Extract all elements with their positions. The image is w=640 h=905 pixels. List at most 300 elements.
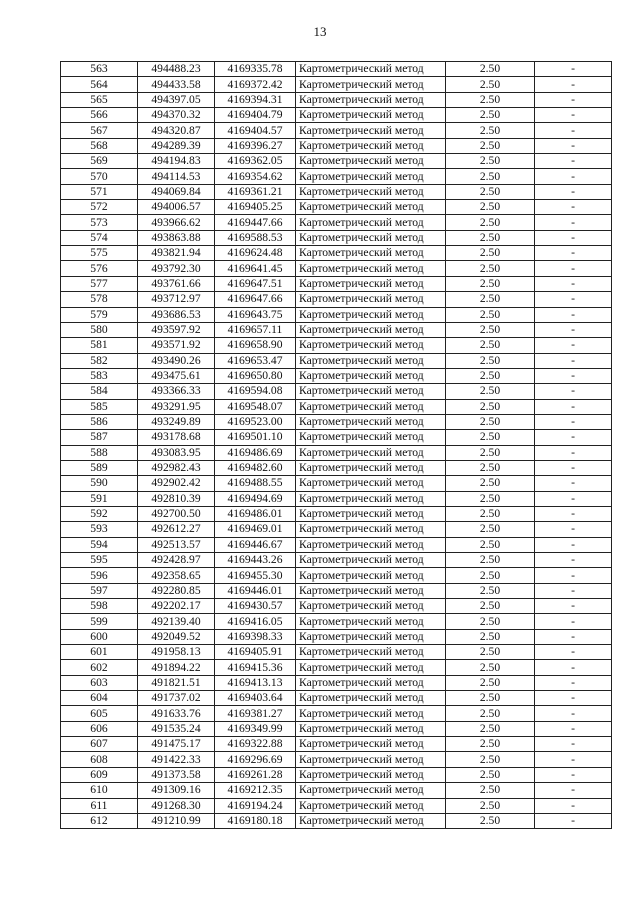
x-coordinate-cell: 494488.23	[138, 62, 215, 77]
note-cell: -	[535, 675, 612, 690]
x-coordinate-cell: 493366.33	[138, 384, 215, 399]
point-number-cell: 568	[61, 138, 138, 153]
y-coordinate-cell: 4169494.69	[215, 491, 296, 506]
point-number-cell: 581	[61, 338, 138, 353]
x-coordinate-cell: 491535.24	[138, 721, 215, 736]
point-number-cell: 598	[61, 599, 138, 614]
y-coordinate-cell: 4169372.42	[215, 77, 296, 92]
method-cell: Картометрический метод	[296, 553, 446, 568]
x-coordinate-cell: 494006.57	[138, 200, 215, 215]
y-coordinate-cell: 4169486.69	[215, 445, 296, 460]
y-coordinate-cell: 4169403.64	[215, 691, 296, 706]
method-cell: Картометрический метод	[296, 307, 446, 322]
accuracy-cell: 2.50	[446, 368, 535, 383]
table-row	[61, 798, 612, 813]
accuracy-cell: 2.50	[446, 92, 535, 107]
point-number-cell: 585	[61, 399, 138, 414]
method-cell: Картометрический метод	[296, 537, 446, 552]
method-cell: Картометрический метод	[296, 184, 446, 199]
note-cell: -	[535, 798, 612, 813]
x-coordinate-cell: 493475.61	[138, 368, 215, 383]
method-cell: Картометрический метод	[296, 368, 446, 383]
accuracy-cell: 2.50	[446, 261, 535, 276]
accuracy-cell: 2.50	[446, 798, 535, 813]
x-coordinate-cell: 491268.30	[138, 798, 215, 813]
note-cell: -	[535, 476, 612, 491]
point-number-cell: 587	[61, 430, 138, 445]
accuracy-cell: 2.50	[446, 246, 535, 261]
method-cell: Картометрический метод	[296, 261, 446, 276]
y-coordinate-cell: 4169523.00	[215, 414, 296, 429]
x-coordinate-cell: 491633.76	[138, 706, 215, 721]
method-cell: Картометрический метод	[296, 599, 446, 614]
point-number-cell: 572	[61, 200, 138, 215]
accuracy-cell: 2.50	[446, 108, 535, 123]
point-number-cell: 604	[61, 691, 138, 706]
point-number-cell: 575	[61, 246, 138, 261]
point-number-cell: 583	[61, 368, 138, 383]
accuracy-cell: 2.50	[446, 645, 535, 660]
y-coordinate-cell: 4169404.57	[215, 123, 296, 138]
note-cell: -	[535, 77, 612, 92]
accuracy-cell: 2.50	[446, 230, 535, 245]
note-cell: -	[535, 200, 612, 215]
x-coordinate-cell: 493821.94	[138, 246, 215, 261]
note-cell: -	[535, 368, 612, 383]
table-row	[61, 721, 612, 736]
note-cell: -	[535, 645, 612, 660]
accuracy-cell: 2.50	[446, 737, 535, 752]
y-coordinate-cell: 4169394.31	[215, 92, 296, 107]
method-cell: Картометрический метод	[296, 522, 446, 537]
note-cell: -	[535, 783, 612, 798]
table-row	[61, 537, 612, 552]
method-cell: Картометрический метод	[296, 200, 446, 215]
y-coordinate-cell: 4169354.62	[215, 169, 296, 184]
accuracy-cell: 2.50	[446, 338, 535, 353]
table-row	[61, 246, 612, 261]
accuracy-cell: 2.50	[446, 353, 535, 368]
table-row	[61, 706, 612, 721]
x-coordinate-cell: 493686.53	[138, 307, 215, 322]
table-row	[61, 399, 612, 414]
method-cell: Картометрический метод	[296, 568, 446, 583]
y-coordinate-cell: 4169349.99	[215, 721, 296, 736]
method-cell: Картометрический метод	[296, 706, 446, 721]
x-coordinate-cell: 492202.17	[138, 599, 215, 614]
y-coordinate-cell: 4169455.30	[215, 568, 296, 583]
accuracy-cell: 2.50	[446, 322, 535, 337]
y-coordinate-cell: 4169430.57	[215, 599, 296, 614]
note-cell: -	[535, 292, 612, 307]
point-number-cell: 580	[61, 322, 138, 337]
method-cell: Картометрический метод	[296, 276, 446, 291]
accuracy-cell: 2.50	[446, 629, 535, 644]
table-row	[61, 813, 612, 828]
table-row	[61, 583, 612, 598]
x-coordinate-cell: 493083.95	[138, 445, 215, 460]
x-coordinate-cell: 493490.26	[138, 353, 215, 368]
accuracy-cell: 2.50	[446, 813, 535, 828]
table-row	[61, 338, 612, 353]
table-row	[61, 445, 612, 460]
point-number-cell: 590	[61, 476, 138, 491]
x-coordinate-cell: 491475.17	[138, 737, 215, 752]
x-coordinate-cell: 493863.88	[138, 230, 215, 245]
point-number-cell: 569	[61, 154, 138, 169]
accuracy-cell: 2.50	[446, 568, 535, 583]
x-coordinate-cell: 493792.30	[138, 261, 215, 276]
point-number-cell: 571	[61, 184, 138, 199]
note-cell: -	[535, 384, 612, 399]
table-row	[61, 322, 612, 337]
method-cell: Картометрический метод	[296, 721, 446, 736]
coordinates-table-body	[61, 62, 612, 829]
accuracy-cell: 2.50	[446, 62, 535, 77]
y-coordinate-cell: 4169482.60	[215, 460, 296, 475]
table-row	[61, 276, 612, 291]
accuracy-cell: 2.50	[446, 491, 535, 506]
note-cell: -	[535, 522, 612, 537]
accuracy-cell: 2.50	[446, 767, 535, 782]
x-coordinate-cell: 494114.53	[138, 169, 215, 184]
point-number-cell: 578	[61, 292, 138, 307]
point-number-cell: 576	[61, 261, 138, 276]
point-number-cell: 605	[61, 706, 138, 721]
method-cell: Картометрический метод	[296, 737, 446, 752]
y-coordinate-cell: 4169658.90	[215, 338, 296, 353]
x-coordinate-cell: 493966.62	[138, 215, 215, 230]
accuracy-cell: 2.50	[446, 599, 535, 614]
x-coordinate-cell: 493178.68	[138, 430, 215, 445]
y-coordinate-cell: 4169322.88	[215, 737, 296, 752]
method-cell: Картометрический метод	[296, 246, 446, 261]
method-cell: Картометрический метод	[296, 752, 446, 767]
table-row	[61, 629, 612, 644]
point-number-cell: 600	[61, 629, 138, 644]
table-row	[61, 675, 612, 690]
accuracy-cell: 2.50	[446, 384, 535, 399]
note-cell: -	[535, 460, 612, 475]
method-cell: Картометрический метод	[296, 813, 446, 828]
table-row	[61, 614, 612, 629]
method-cell: Картометрический метод	[296, 414, 446, 429]
y-coordinate-cell: 4169588.53	[215, 230, 296, 245]
point-number-cell: 582	[61, 353, 138, 368]
x-coordinate-cell: 491958.13	[138, 645, 215, 660]
y-coordinate-cell: 4169469.01	[215, 522, 296, 537]
y-coordinate-cell: 4169398.33	[215, 629, 296, 644]
method-cell: Картометрический метод	[296, 691, 446, 706]
method-cell: Картометрический метод	[296, 675, 446, 690]
y-coordinate-cell: 4169548.07	[215, 399, 296, 414]
y-coordinate-cell: 4169381.27	[215, 706, 296, 721]
table-row	[61, 62, 612, 77]
table-row	[61, 169, 612, 184]
method-cell: Картометрический метод	[296, 92, 446, 107]
point-number-cell: 584	[61, 384, 138, 399]
x-coordinate-cell: 494069.84	[138, 184, 215, 199]
y-coordinate-cell: 4169501.10	[215, 430, 296, 445]
note-cell: -	[535, 737, 612, 752]
accuracy-cell: 2.50	[446, 77, 535, 92]
accuracy-cell: 2.50	[446, 445, 535, 460]
x-coordinate-cell: 491821.51	[138, 675, 215, 690]
note-cell: -	[535, 568, 612, 583]
accuracy-cell: 2.50	[446, 691, 535, 706]
accuracy-cell: 2.50	[446, 184, 535, 199]
x-coordinate-cell: 492139.40	[138, 614, 215, 629]
point-number-cell: 599	[61, 614, 138, 629]
point-number-cell: 596	[61, 568, 138, 583]
accuracy-cell: 2.50	[446, 660, 535, 675]
note-cell: -	[535, 108, 612, 123]
method-cell: Картометрический метод	[296, 108, 446, 123]
table-row	[61, 522, 612, 537]
x-coordinate-cell: 491373.58	[138, 767, 215, 782]
y-coordinate-cell: 4169362.05	[215, 154, 296, 169]
accuracy-cell: 2.50	[446, 215, 535, 230]
y-coordinate-cell: 4169405.25	[215, 200, 296, 215]
method-cell: Картометрический метод	[296, 660, 446, 675]
method-cell: Картометрический метод	[296, 384, 446, 399]
table-row	[61, 476, 612, 491]
point-number-cell: 577	[61, 276, 138, 291]
table-row	[61, 691, 612, 706]
page-number: 13	[313, 24, 327, 39]
note-cell: -	[535, 138, 612, 153]
method-cell: Картометрический метод	[296, 77, 446, 92]
method-cell: Картометрический метод	[296, 629, 446, 644]
note-cell: -	[535, 629, 612, 644]
accuracy-cell: 2.50	[446, 506, 535, 521]
y-coordinate-cell: 4169594.08	[215, 384, 296, 399]
accuracy-cell: 2.50	[446, 537, 535, 552]
accuracy-cell: 2.50	[446, 169, 535, 184]
x-coordinate-cell: 494194.83	[138, 154, 215, 169]
table-row	[61, 645, 612, 660]
table-row	[61, 599, 612, 614]
note-cell: -	[535, 706, 612, 721]
x-coordinate-cell: 494433.58	[138, 77, 215, 92]
accuracy-cell: 2.50	[446, 783, 535, 798]
table-row	[61, 123, 612, 138]
point-number-cell: 595	[61, 553, 138, 568]
y-coordinate-cell: 4169446.67	[215, 537, 296, 552]
table-row	[61, 292, 612, 307]
method-cell: Картометрический метод	[296, 645, 446, 660]
x-coordinate-cell: 492358.65	[138, 568, 215, 583]
y-coordinate-cell: 4169641.45	[215, 261, 296, 276]
table-row	[61, 200, 612, 215]
table-row	[61, 215, 612, 230]
y-coordinate-cell: 4169653.47	[215, 353, 296, 368]
note-cell: -	[535, 62, 612, 77]
note-cell: -	[535, 767, 612, 782]
y-coordinate-cell: 4169657.11	[215, 322, 296, 337]
point-number-cell: 601	[61, 645, 138, 660]
point-number-cell: 607	[61, 737, 138, 752]
point-number-cell: 610	[61, 783, 138, 798]
note-cell: -	[535, 353, 612, 368]
y-coordinate-cell: 4169416.05	[215, 614, 296, 629]
x-coordinate-cell: 492049.52	[138, 629, 215, 644]
note-cell: -	[535, 813, 612, 828]
method-cell: Картометрический метод	[296, 583, 446, 598]
point-number-cell: 611	[61, 798, 138, 813]
accuracy-cell: 2.50	[446, 752, 535, 767]
point-number-cell: 588	[61, 445, 138, 460]
note-cell: -	[535, 169, 612, 184]
note-cell: -	[535, 491, 612, 506]
y-coordinate-cell: 4169396.27	[215, 138, 296, 153]
note-cell: -	[535, 506, 612, 521]
accuracy-cell: 2.50	[446, 138, 535, 153]
accuracy-cell: 2.50	[446, 583, 535, 598]
y-coordinate-cell: 4169194.24	[215, 798, 296, 813]
table-row	[61, 138, 612, 153]
method-cell: Картометрический метод	[296, 399, 446, 414]
x-coordinate-cell: 492810.39	[138, 491, 215, 506]
y-coordinate-cell: 4169446.01	[215, 583, 296, 598]
table-row	[61, 491, 612, 506]
accuracy-cell: 2.50	[446, 414, 535, 429]
point-number-cell: 597	[61, 583, 138, 598]
point-number-cell: 591	[61, 491, 138, 506]
y-coordinate-cell: 4169405.91	[215, 645, 296, 660]
method-cell: Картометрический метод	[296, 62, 446, 77]
x-coordinate-cell: 492612.27	[138, 522, 215, 537]
note-cell: -	[535, 230, 612, 245]
note-cell: -	[535, 752, 612, 767]
note-cell: -	[535, 599, 612, 614]
accuracy-cell: 2.50	[446, 460, 535, 475]
y-coordinate-cell: 4169212.35	[215, 783, 296, 798]
y-coordinate-cell: 4169643.75	[215, 307, 296, 322]
x-coordinate-cell: 492428.97	[138, 553, 215, 568]
note-cell: -	[535, 583, 612, 598]
x-coordinate-cell: 492982.43	[138, 460, 215, 475]
x-coordinate-cell: 493761.66	[138, 276, 215, 291]
method-cell: Картометрический метод	[296, 154, 446, 169]
accuracy-cell: 2.50	[446, 675, 535, 690]
y-coordinate-cell: 4169488.55	[215, 476, 296, 491]
table-row	[61, 230, 612, 245]
table-row	[61, 108, 612, 123]
point-number-cell: 608	[61, 752, 138, 767]
table-row	[61, 154, 612, 169]
accuracy-cell: 2.50	[446, 706, 535, 721]
table-row	[61, 752, 612, 767]
table-row	[61, 184, 612, 199]
point-number-cell: 589	[61, 460, 138, 475]
table-row	[61, 261, 612, 276]
note-cell: -	[535, 660, 612, 675]
point-number-cell: 565	[61, 92, 138, 107]
y-coordinate-cell: 4169486.01	[215, 506, 296, 521]
y-coordinate-cell: 4169335.78	[215, 62, 296, 77]
table-row	[61, 460, 612, 475]
y-coordinate-cell: 4169413.13	[215, 675, 296, 690]
y-coordinate-cell: 4169647.51	[215, 276, 296, 291]
note-cell: -	[535, 307, 612, 322]
note-cell: -	[535, 691, 612, 706]
accuracy-cell: 2.50	[446, 154, 535, 169]
method-cell: Картометрический метод	[296, 353, 446, 368]
point-number-cell: 564	[61, 77, 138, 92]
x-coordinate-cell: 494397.05	[138, 92, 215, 107]
note-cell: -	[535, 414, 612, 429]
table-row	[61, 384, 612, 399]
accuracy-cell: 2.50	[446, 476, 535, 491]
note-cell: -	[535, 430, 612, 445]
table-row	[61, 353, 612, 368]
table-row	[61, 660, 612, 675]
point-number-cell: 593	[61, 522, 138, 537]
y-coordinate-cell: 4169296.69	[215, 752, 296, 767]
y-coordinate-cell: 4169404.79	[215, 108, 296, 123]
point-number-cell: 567	[61, 123, 138, 138]
x-coordinate-cell: 494370.32	[138, 108, 215, 123]
note-cell: -	[535, 261, 612, 276]
method-cell: Картометрический метод	[296, 783, 446, 798]
point-number-cell: 612	[61, 813, 138, 828]
table-row	[61, 767, 612, 782]
method-cell: Картометрический метод	[296, 138, 446, 153]
method-cell: Картометрический метод	[296, 338, 446, 353]
x-coordinate-cell: 492280.85	[138, 583, 215, 598]
note-cell: -	[535, 338, 612, 353]
coordinates-table	[60, 61, 612, 829]
accuracy-cell: 2.50	[446, 553, 535, 568]
x-coordinate-cell: 494289.39	[138, 138, 215, 153]
accuracy-cell: 2.50	[446, 522, 535, 537]
point-number-cell: 609	[61, 767, 138, 782]
point-number-cell: 563	[61, 62, 138, 77]
note-cell: -	[535, 445, 612, 460]
point-number-cell: 573	[61, 215, 138, 230]
y-coordinate-cell: 4169650.80	[215, 368, 296, 383]
x-coordinate-cell: 494320.87	[138, 123, 215, 138]
x-coordinate-cell: 493712.97	[138, 292, 215, 307]
table-row	[61, 430, 612, 445]
table-row	[61, 414, 612, 429]
x-coordinate-cell: 491309.16	[138, 783, 215, 798]
x-coordinate-cell: 492902.42	[138, 476, 215, 491]
y-coordinate-cell: 4169647.66	[215, 292, 296, 307]
x-coordinate-cell: 493597.92	[138, 322, 215, 337]
accuracy-cell: 2.50	[446, 307, 535, 322]
point-number-cell: 603	[61, 675, 138, 690]
note-cell: -	[535, 215, 612, 230]
point-number-cell: 602	[61, 660, 138, 675]
y-coordinate-cell: 4169447.66	[215, 215, 296, 230]
x-coordinate-cell: 491210.99	[138, 813, 215, 828]
table-row	[61, 307, 612, 322]
x-coordinate-cell: 492513.57	[138, 537, 215, 552]
x-coordinate-cell: 492700.50	[138, 506, 215, 521]
method-cell: Картометрический метод	[296, 445, 446, 460]
table-row	[61, 737, 612, 752]
point-number-cell: 592	[61, 506, 138, 521]
accuracy-cell: 2.50	[446, 614, 535, 629]
method-cell: Картометрический метод	[296, 430, 446, 445]
point-number-cell: 579	[61, 307, 138, 322]
point-number-cell: 566	[61, 108, 138, 123]
accuracy-cell: 2.50	[446, 721, 535, 736]
x-coordinate-cell: 493249.89	[138, 414, 215, 429]
method-cell: Картометрический метод	[296, 292, 446, 307]
